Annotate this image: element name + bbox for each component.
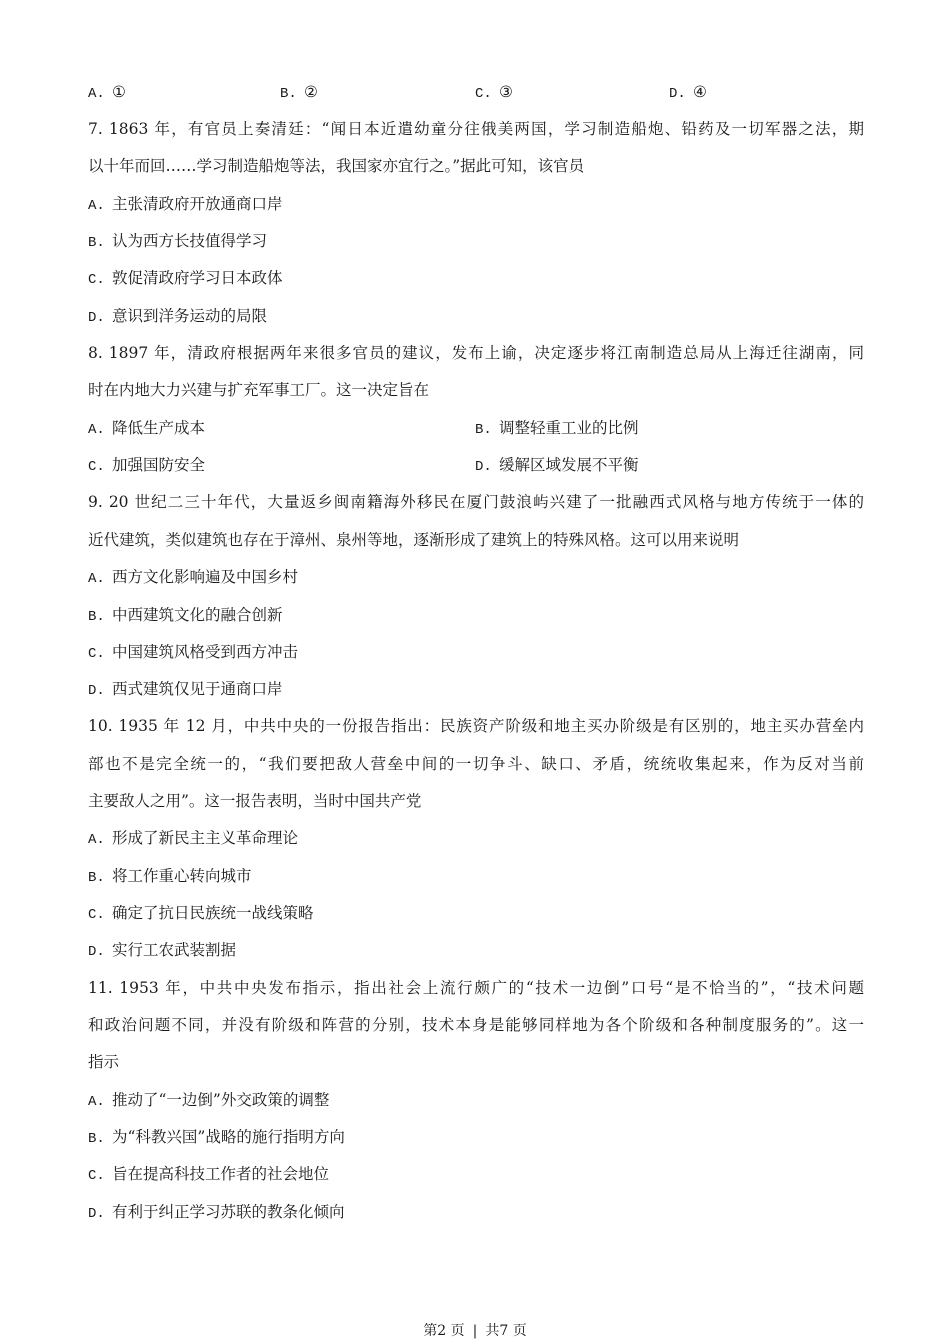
option-letter: C. xyxy=(88,1168,105,1184)
option-text: 降低生产成本 xyxy=(112,419,206,437)
q8-option-a xyxy=(88,418,205,440)
option-text: 调整轻重工业的比例 xyxy=(499,419,639,437)
option-text: 推动了“一边倒”外交政策的调整 xyxy=(112,1091,330,1109)
option-text: 旨在提高科技工作者的社会地位 xyxy=(112,1165,330,1183)
option-text: 缓解区域发展不平衡 xyxy=(499,456,639,474)
option-text: 为“科教兴国”战略的施行指明方向 xyxy=(112,1128,345,1146)
option-letter: B. xyxy=(280,86,297,102)
q10-option-b xyxy=(88,866,252,888)
option-letter: C. xyxy=(88,646,105,662)
option-letter: B. xyxy=(88,235,105,251)
q7-stem-line-1: 7. 1863 年，有官员上奏清廷：“闻日本近遣幼童分往俄美两国，学习制造船炮、铅药及一切军器之法，期 xyxy=(88,120,864,138)
option-text: 加强国防安全 xyxy=(112,456,206,474)
option-text: 西式建筑仅见于通商口岸 xyxy=(112,680,283,698)
option-text: 中国建筑风格受到西方冲击 xyxy=(112,643,299,661)
q11-option-b xyxy=(88,1127,345,1149)
page-footer xyxy=(0,1322,950,1340)
q9-option-d xyxy=(88,679,283,701)
option-text: ② xyxy=(304,83,318,101)
q10-stem-line-3: 主要敌人之用”。这一报告表明，当时中国共产党 xyxy=(88,792,422,810)
q10-option-c xyxy=(88,903,314,925)
option-letter: A. xyxy=(88,1094,105,1110)
option-text: 有利于纠正学习苏联的教条化倾向 xyxy=(112,1203,345,1221)
option-letter: A. xyxy=(88,571,105,587)
option-text: 确定了抗日民族统一战线策略 xyxy=(112,904,314,922)
option-letter: A. xyxy=(88,832,105,848)
option-letter: C. xyxy=(475,86,492,102)
q8-option-b xyxy=(475,418,639,440)
option-letter: A. xyxy=(88,198,105,214)
q11-option-c xyxy=(88,1164,329,1186)
q9-stem-line-2: 近代建筑，类似建筑也存在于漳州、泉州等地，逐渐形成了建筑上的特殊风格。这可以用来说明 xyxy=(88,531,740,549)
q10-stem-line-1: 10. 1935 年 12 月，中共中央的一份报告指出：民族资产阶级和地主买办阶级是有区别的，地主买办营垒内 xyxy=(88,717,864,735)
option-text: 敦促清政府学习日本政体 xyxy=(112,269,283,287)
option-letter: D. xyxy=(88,944,105,960)
q7-option-b xyxy=(88,231,267,253)
q6-option-d xyxy=(669,82,707,104)
option-letter: D. xyxy=(669,86,686,102)
option-text: 意识到洋务运动的局限 xyxy=(112,307,268,325)
q10-option-a xyxy=(88,828,298,850)
q7-stem-line-2: 以十年而回……学习制造船炮等法，我国家亦宜行之。”据此可知，该官员 xyxy=(88,157,585,175)
option-text: 将工作重心转向城市 xyxy=(112,867,252,885)
option-letter: A. xyxy=(88,422,105,438)
option-letter: C. xyxy=(88,272,105,288)
q9-option-a xyxy=(88,567,298,589)
page-number: 第2 页 xyxy=(423,1323,465,1339)
q11-stem-line-2: 和政治问题不同，并没有阶级和阵营的分别，技术本身是能够同样地为各个阶级和各种制度服务的”。这一 xyxy=(88,1016,864,1034)
option-letter: C. xyxy=(88,907,105,923)
option-letter: D. xyxy=(88,683,105,699)
footer-separator: | xyxy=(472,1323,478,1339)
q11-stem-line-1: 11. 1953 年，中共中央发布指示，指出社会上流行颇广的“技术一边倒”口号“是不恰当的”，“技术问题 xyxy=(88,979,864,997)
option-text: ③ xyxy=(499,83,513,101)
option-text: 认为西方长技值得学习 xyxy=(112,232,268,250)
q11-option-d xyxy=(88,1202,345,1224)
q10-option-d xyxy=(88,940,236,962)
q8-option-d xyxy=(475,455,639,477)
q8-option-c xyxy=(88,455,205,477)
option-letter: D. xyxy=(475,459,492,475)
q6-option-b xyxy=(280,82,318,104)
option-text: 主张清政府开放通商口岸 xyxy=(112,195,283,213)
q9-option-b xyxy=(88,605,283,627)
option-letter: B. xyxy=(88,1131,105,1147)
option-letter: B. xyxy=(475,422,492,438)
q11-option-a xyxy=(88,1090,329,1112)
q11-stem-line-3: 指示 xyxy=(88,1053,120,1071)
page-total: 共7 页 xyxy=(485,1323,527,1339)
q6-option-a xyxy=(88,82,126,104)
option-text: 形成了新民主主义革命理论 xyxy=(112,829,299,847)
q9-option-c xyxy=(88,642,298,664)
option-text: 西方文化影响遍及中国乡村 xyxy=(112,568,299,586)
option-letter: C. xyxy=(88,459,105,475)
option-letter: A. xyxy=(88,86,105,102)
option-text: ① xyxy=(112,83,126,101)
option-letter: D. xyxy=(88,310,105,326)
option-text: 中西建筑文化的融合创新 xyxy=(112,606,283,624)
q7-option-c xyxy=(88,268,283,290)
q7-option-d xyxy=(88,306,267,328)
option-letter: B. xyxy=(88,609,105,625)
q8-stem-line-1: 8. 1897 年，清政府根据两年来很多官员的建议，发布上谕，决定逐步将江南制造总局从上海迁往湖南，同 xyxy=(88,344,864,362)
option-letter: D. xyxy=(88,1206,105,1222)
option-letter: B. xyxy=(88,870,105,886)
option-text: ④ xyxy=(693,83,707,101)
q10-stem-line-2: 部也不是完全统一的，“我们要把敌人营垒中间的一切争斗、缺口、矛盾，统统收集起来，作为反对当前 xyxy=(88,755,864,773)
option-text: 实行工农武装割据 xyxy=(112,941,237,959)
q9-stem-line-1: 9. 20 世纪二三十年代，大量返乡闽南籍海外移民在厦门鼓浪屿兴建了一批融西式风格与地方传统于一体的 xyxy=(88,493,864,511)
q8-stem-line-2: 时在内地大力兴建与扩充军事工厂。这一决定旨在 xyxy=(88,381,430,399)
q7-option-a xyxy=(88,194,283,216)
q6-option-c xyxy=(475,82,513,104)
